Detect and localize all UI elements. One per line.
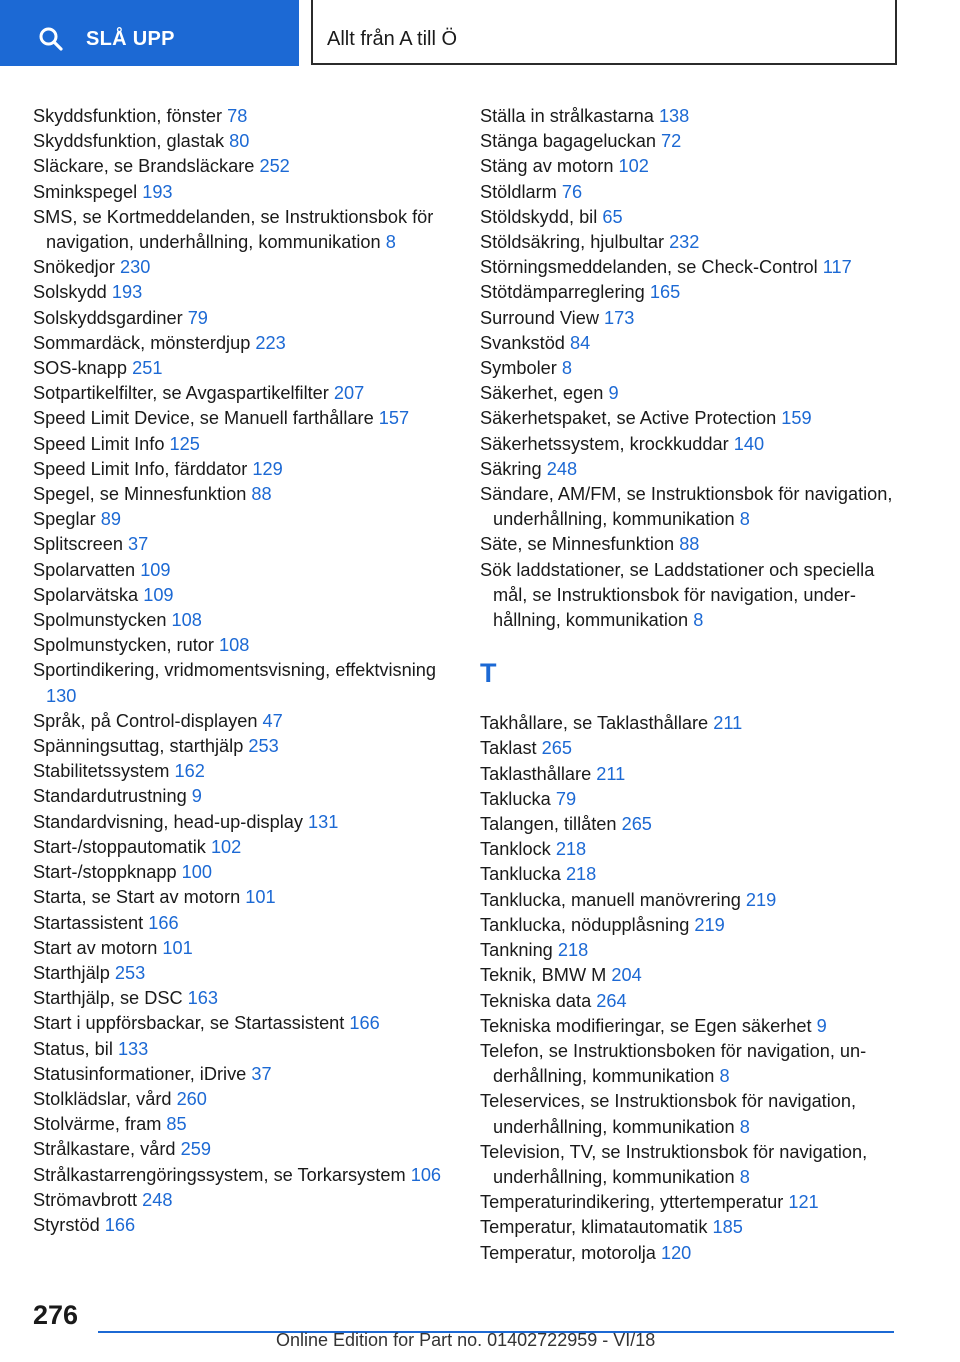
entry-text: Strålkastare, vård	[33, 1139, 176, 1160]
index-entry	[33, 759, 453, 784]
page-link[interactable]: 8	[739, 1116, 750, 1137]
entry-text: Språk, på Control-displayen	[33, 710, 258, 731]
page-link[interactable]: 162	[174, 761, 205, 782]
entry-text: Sotpartikelfilter, se Avgaspartikelfilter	[33, 383, 329, 404]
page-link[interactable]: 193	[111, 282, 143, 303]
entry-text: Speed Limit Device, se Manuell farthållare	[33, 408, 374, 429]
page-link[interactable]: 8	[561, 358, 573, 379]
section-title-box	[311, 0, 897, 65]
page-link[interactable]: 173	[604, 307, 635, 328]
entry-text: Strömavbrott	[33, 1189, 138, 1210]
page-link[interactable]: 8	[719, 1066, 730, 1087]
page-link[interactable]: 88	[251, 484, 272, 505]
index-entry	[33, 280, 453, 305]
index-entry	[480, 762, 900, 787]
index-entry	[33, 986, 453, 1011]
entry-text: SOS-knapp	[33, 358, 128, 379]
index-entry	[480, 331, 900, 356]
index-entry	[480, 558, 900, 634]
index-entry	[480, 381, 900, 406]
page-link[interactable]: 218	[557, 940, 589, 961]
page-link[interactable]: 232	[669, 232, 700, 253]
index-entry	[33, 306, 453, 331]
index-entry	[33, 911, 453, 936]
entry-text: Tekniska data	[480, 990, 592, 1011]
entry-text: Säkring	[480, 458, 542, 479]
page-link[interactable]: 79	[187, 307, 208, 328]
index-entry	[33, 507, 453, 532]
entry-text: Taklasthållare	[480, 763, 592, 784]
index-entry	[33, 608, 453, 633]
page-link[interactable]: 211	[713, 713, 743, 734]
page-link[interactable]: 219	[745, 889, 777, 910]
index-entry	[480, 938, 900, 963]
index-entry	[33, 1062, 453, 1087]
page-link[interactable]: 129	[252, 458, 283, 479]
index-entry	[33, 936, 453, 961]
entry-text: Temperatur, motorolja	[480, 1242, 656, 1263]
index-entry	[33, 406, 453, 431]
entry-text: Teknik, BMW M	[480, 965, 607, 986]
entry-text: Stäng av motorn	[480, 156, 614, 177]
index-entry	[480, 406, 900, 431]
entry-text: SMS, se Kortmeddelanden, se Instruktionsbok för navigation, underhållning, kommunikation	[33, 206, 434, 253]
page-link[interactable]: 121	[788, 1192, 819, 1213]
header	[0, 0, 960, 66]
page-link[interactable]: 251	[132, 358, 163, 379]
page-link[interactable]: 37	[128, 534, 149, 555]
page-link[interactable]: 253	[114, 962, 146, 983]
index-entry	[480, 1190, 900, 1215]
entry-text: Säkerhetspaket, se Active Protection	[480, 408, 777, 429]
entry-text: Störningsmeddelanden, se Check-Control	[480, 257, 818, 278]
page-link[interactable]: 79	[555, 788, 577, 809]
page-link[interactable]: 248	[142, 1189, 173, 1210]
page-link[interactable]: 85	[166, 1114, 187, 1135]
index-entry	[480, 180, 900, 205]
page-link[interactable]: 252	[259, 156, 290, 177]
page-link[interactable]: 106	[410, 1164, 442, 1185]
entry-text: Start-/stoppknapp	[33, 862, 177, 883]
index-entry	[480, 255, 900, 280]
index-entry	[480, 913, 900, 938]
page-link[interactable]: 120	[660, 1242, 692, 1263]
index-entry	[480, 154, 900, 179]
section-letter: T	[480, 658, 497, 689]
index-entry	[480, 356, 900, 381]
page-link[interactable]: 101	[245, 887, 276, 908]
entry-text: Tanklucka	[480, 864, 561, 885]
entry-text: Talangen, tillåten	[480, 814, 617, 835]
page-link[interactable]: 260	[176, 1088, 207, 1109]
index-entry	[480, 306, 900, 331]
page-title: Allt från A till Ö	[327, 28, 458, 50]
entry-text: Takhållare, se Taklasthållare	[480, 713, 709, 734]
entry-text: Speed Limit Info	[33, 433, 165, 454]
page-link[interactable]: 223	[255, 332, 286, 353]
page-link[interactable]: 78	[227, 106, 248, 126]
index-entry	[480, 888, 900, 913]
entry-text: Stabilitetssystem	[33, 761, 170, 782]
page-link[interactable]: 219	[694, 914, 725, 935]
entry-text: Spolarvatten	[33, 559, 136, 580]
page-link[interactable]: 163	[187, 988, 219, 1009]
entry-text: Statusinformationer, iDrive	[33, 1063, 247, 1084]
entry-text: Sök laddstationer, se Laddstationer och speciella mål, se Instruktionsbok för navigation, underhållning, kommunikation	[480, 559, 875, 631]
page-link[interactable]: 140	[733, 433, 765, 454]
entry-text: Standardutrustning	[33, 786, 187, 807]
page-link[interactable]: 253	[248, 736, 279, 757]
page-link[interactable]: 9	[608, 383, 619, 404]
entry-text: Standardvisning, head-up-display	[33, 811, 303, 832]
index-entry	[480, 711, 900, 736]
index-entry	[480, 1089, 900, 1139]
page-link[interactable]: 65	[602, 206, 623, 227]
index-entry	[33, 860, 453, 885]
index-entry	[33, 1087, 453, 1112]
page-link[interactable]: 100	[181, 862, 212, 883]
entry-text: Ställa in strålkastarna	[480, 106, 654, 126]
page-link[interactable]: 248	[546, 458, 578, 479]
index-entry	[33, 734, 453, 759]
index-entry	[480, 482, 900, 532]
page-link[interactable]: 8	[693, 610, 704, 631]
page-link[interactable]: 193	[142, 181, 173, 202]
index-entry	[480, 432, 900, 457]
page-link[interactable]: 76	[561, 181, 583, 202]
entry-text: Start av motorn	[33, 937, 158, 958]
page-link[interactable]: 165	[649, 282, 681, 303]
entry-text: Tekniska modifieringar, se Egen säkerhet	[480, 1015, 812, 1036]
entry-text: Teleservices, se Instruktionsbok för navigation, underhållning, kommunikation	[480, 1091, 857, 1137]
index-entry	[480, 532, 900, 557]
index-entry	[480, 837, 900, 862]
index-entry	[33, 381, 453, 406]
page-link[interactable]: 130	[46, 685, 77, 706]
entry-text: Solskydd	[33, 282, 107, 303]
entry-text: Starta, se Start av motorn	[33, 887, 241, 908]
page-link[interactable]: 166	[104, 1214, 136, 1235]
page-link[interactable]: 259	[180, 1139, 211, 1160]
index-entry	[480, 787, 900, 812]
index-entry	[480, 104, 900, 129]
index-entry	[480, 1039, 900, 1089]
index-entry	[33, 583, 453, 608]
entry-text: Stolklädslar, vård	[33, 1088, 172, 1109]
entry-text: Skyddsfunktion, glastak	[33, 131, 225, 152]
entry-text: Sommardäck, mönsterdjup	[33, 332, 251, 353]
page-link[interactable]: 159	[781, 408, 812, 429]
index-entry	[33, 835, 453, 860]
page-link[interactable]: 84	[570, 332, 591, 353]
index-column-left	[33, 104, 453, 1238]
entry-text: Tanklucka, nödupplåsning	[480, 914, 690, 935]
index-entry	[480, 812, 900, 837]
index-entry	[33, 205, 453, 255]
entry-text: Telefon, se Instruktionsboken för navigation, underhållning, kommunikation	[480, 1040, 867, 1087]
entry-text: Tanklock	[480, 839, 551, 860]
entry-text: Stänga bagageluckan	[480, 131, 656, 152]
index-entry	[480, 205, 900, 230]
page-link[interactable]: 138	[658, 106, 690, 126]
page-link[interactable]: 131	[308, 811, 339, 832]
page-number: 276	[33, 1300, 79, 1330]
entry-text: Sminkspegel	[33, 181, 138, 202]
index-group-s	[480, 104, 900, 633]
entry-text: Stötdämparreglering	[480, 282, 645, 303]
index-entry	[480, 457, 900, 482]
page-link[interactable]: 101	[162, 937, 193, 958]
entry-text: Startassistent	[33, 912, 144, 933]
index-entry	[480, 1241, 900, 1266]
index-entry	[33, 1112, 453, 1137]
entry-text: Tanklucka, manuell manövrering	[480, 889, 741, 910]
index-entry	[480, 989, 900, 1014]
index-entry	[33, 885, 453, 910]
page-link[interactable]: 88	[679, 534, 700, 555]
entry-text: Snökedjor	[33, 257, 115, 278]
entry-text: Spegel, se Minnesfunktion	[33, 484, 247, 505]
page-link[interactable]: 166	[148, 912, 179, 933]
page-link[interactable]: 89	[100, 509, 121, 530]
page-link[interactable]: 102	[618, 156, 649, 177]
page-link[interactable]: 230	[119, 257, 151, 278]
page-link[interactable]: 166	[349, 1013, 380, 1034]
page-link[interactable]: 133	[117, 1038, 149, 1059]
entry-text: Svankstöd	[480, 332, 565, 353]
entry-text: Stöldlarm	[480, 181, 557, 202]
entry-text: Taklast	[480, 738, 537, 759]
index-entry	[33, 482, 453, 507]
entry-text: Start i uppförsbackar, se Startassistent	[33, 1013, 345, 1034]
index-entry	[33, 1137, 453, 1162]
entry-text: Starthjälp, se DSC	[33, 988, 183, 1009]
index-entry	[33, 1037, 453, 1062]
edition-footer: Online Edition for Part no. 01402722959 - VI/18	[276, 1330, 656, 1350]
page-link[interactable]: 207	[333, 383, 365, 404]
page-link[interactable]: 264	[596, 990, 627, 1011]
index-entry	[33, 1188, 453, 1213]
entry-text: Stolvärme, fram	[33, 1114, 162, 1135]
entry-text: Television, TV, se Instruktionsbok för navigation, underhållning, kommunikation	[480, 1141, 868, 1187]
entry-text: Spolmunstycken	[33, 610, 167, 631]
entry-text: Solskyddsgardiner	[33, 307, 183, 328]
entry-text: Start-/stoppautomatik	[33, 836, 206, 857]
entry-text: Starthjälp	[33, 962, 110, 983]
page-link[interactable]: 9	[816, 1015, 827, 1036]
page-link[interactable]: 265	[541, 738, 573, 759]
search-icon	[38, 26, 64, 52]
search-label: SLÅ UPP	[86, 28, 175, 50]
index-entry	[33, 331, 453, 356]
index-entry	[480, 1215, 900, 1240]
page-link[interactable]: 8	[739, 1166, 750, 1187]
page-link[interactable]: 72	[661, 131, 682, 152]
index-entry	[33, 784, 453, 809]
page-link[interactable]: 265	[621, 814, 652, 835]
index-entry	[33, 709, 453, 734]
entry-text: Spolarvätska	[33, 584, 139, 605]
page-link[interactable]: 109	[140, 559, 171, 580]
page-link[interactable]: 117	[822, 257, 852, 278]
entry-text: Stöldsäkring, hjulbultar	[480, 232, 664, 253]
entry-text: Stöldskydd, bil	[480, 206, 598, 227]
entry-text: Splitscreen	[33, 534, 123, 555]
index-entry	[33, 356, 453, 381]
page-link[interactable]: 80	[229, 131, 250, 152]
index-entry	[480, 129, 900, 154]
index-entry	[33, 961, 453, 986]
page-link[interactable]: 37	[251, 1063, 272, 1084]
page-link[interactable]: 211	[596, 763, 626, 784]
index-entry	[480, 963, 900, 988]
entry-text: Temperatur, klimatautomatik	[480, 1217, 708, 1238]
index-entry	[33, 104, 453, 129]
index-entry	[33, 457, 453, 482]
entry-text: Surround View	[480, 307, 599, 328]
entry-text: Sportindikering, vridmomentsvisning, effektvisning	[33, 660, 437, 681]
index-entry	[480, 280, 900, 305]
page-link[interactable]: 8	[739, 509, 750, 530]
page-link[interactable]: 102	[210, 836, 242, 857]
page-link[interactable]: 47	[262, 710, 283, 731]
index-entry	[33, 255, 453, 280]
index-entry	[33, 1213, 453, 1238]
index-group-t	[480, 711, 900, 1265]
entry-text: Skyddsfunktion, fönster	[33, 106, 223, 126]
page-link[interactable]: 157	[378, 408, 410, 429]
page-link[interactable]: 218	[565, 864, 597, 885]
index-entry	[33, 180, 453, 205]
entry-text: Säkerhet, egen	[480, 383, 604, 404]
entry-text: Spänningsuttag, starthjälp	[33, 736, 244, 757]
index-entry	[33, 1011, 453, 1036]
index-entry	[33, 129, 453, 154]
entry-text: Säte, se Minnesfunktion	[480, 534, 675, 555]
entry-text: Speed Limit Info, färddator	[33, 458, 248, 479]
index-entry	[480, 1140, 900, 1190]
index-entry	[480, 736, 900, 761]
index-entry	[33, 633, 453, 658]
entry-text: Spolmunstycken, rutor	[33, 635, 214, 656]
page-link[interactable]: 185	[712, 1217, 743, 1238]
entry-text: Sändare, AM/FM, se Instruktionsbok för navigation, underhållning, kommunikation	[480, 484, 893, 530]
entry-text: Status, bil	[33, 1038, 113, 1059]
index-entry	[33, 558, 453, 583]
page-link[interactable]: 125	[169, 433, 200, 454]
page-link[interactable]: 204	[611, 965, 642, 986]
entry-text: Taklucka	[480, 788, 551, 809]
index-entry	[480, 1014, 900, 1039]
index-entry	[33, 432, 453, 457]
index-entry	[33, 658, 453, 708]
page-link[interactable]: 108	[219, 635, 250, 656]
entry-text: Säkerhetssystem, krockkuddar	[480, 433, 729, 454]
entry-text: Symboler	[480, 358, 557, 379]
entry-text: Tankning	[480, 940, 553, 961]
page-link[interactable]: 218	[555, 839, 587, 860]
page-link[interactable]: 8	[385, 232, 396, 253]
entry-text: Släckare, se Brandsläckare	[33, 156, 255, 177]
index-entry	[480, 862, 900, 887]
entry-text: Speglar	[33, 509, 96, 530]
entry-text: Strålkastarrengöringssystem, se Torkarsystem	[33, 1164, 406, 1185]
entry-text: Styrstöd	[33, 1214, 100, 1235]
page-link[interactable]: 9	[191, 786, 202, 807]
search-button[interactable]	[0, 0, 299, 66]
index-entry	[33, 532, 453, 557]
page-link[interactable]: 109	[143, 584, 174, 605]
index-entry	[33, 810, 453, 835]
index-entry	[33, 1163, 453, 1188]
page-link[interactable]: 108	[171, 610, 202, 631]
entry-text: Temperaturindikering, yttertemperatur	[480, 1192, 784, 1213]
index-entry	[480, 230, 900, 255]
index-entry	[33, 154, 453, 179]
index-column-right	[480, 104, 900, 1266]
